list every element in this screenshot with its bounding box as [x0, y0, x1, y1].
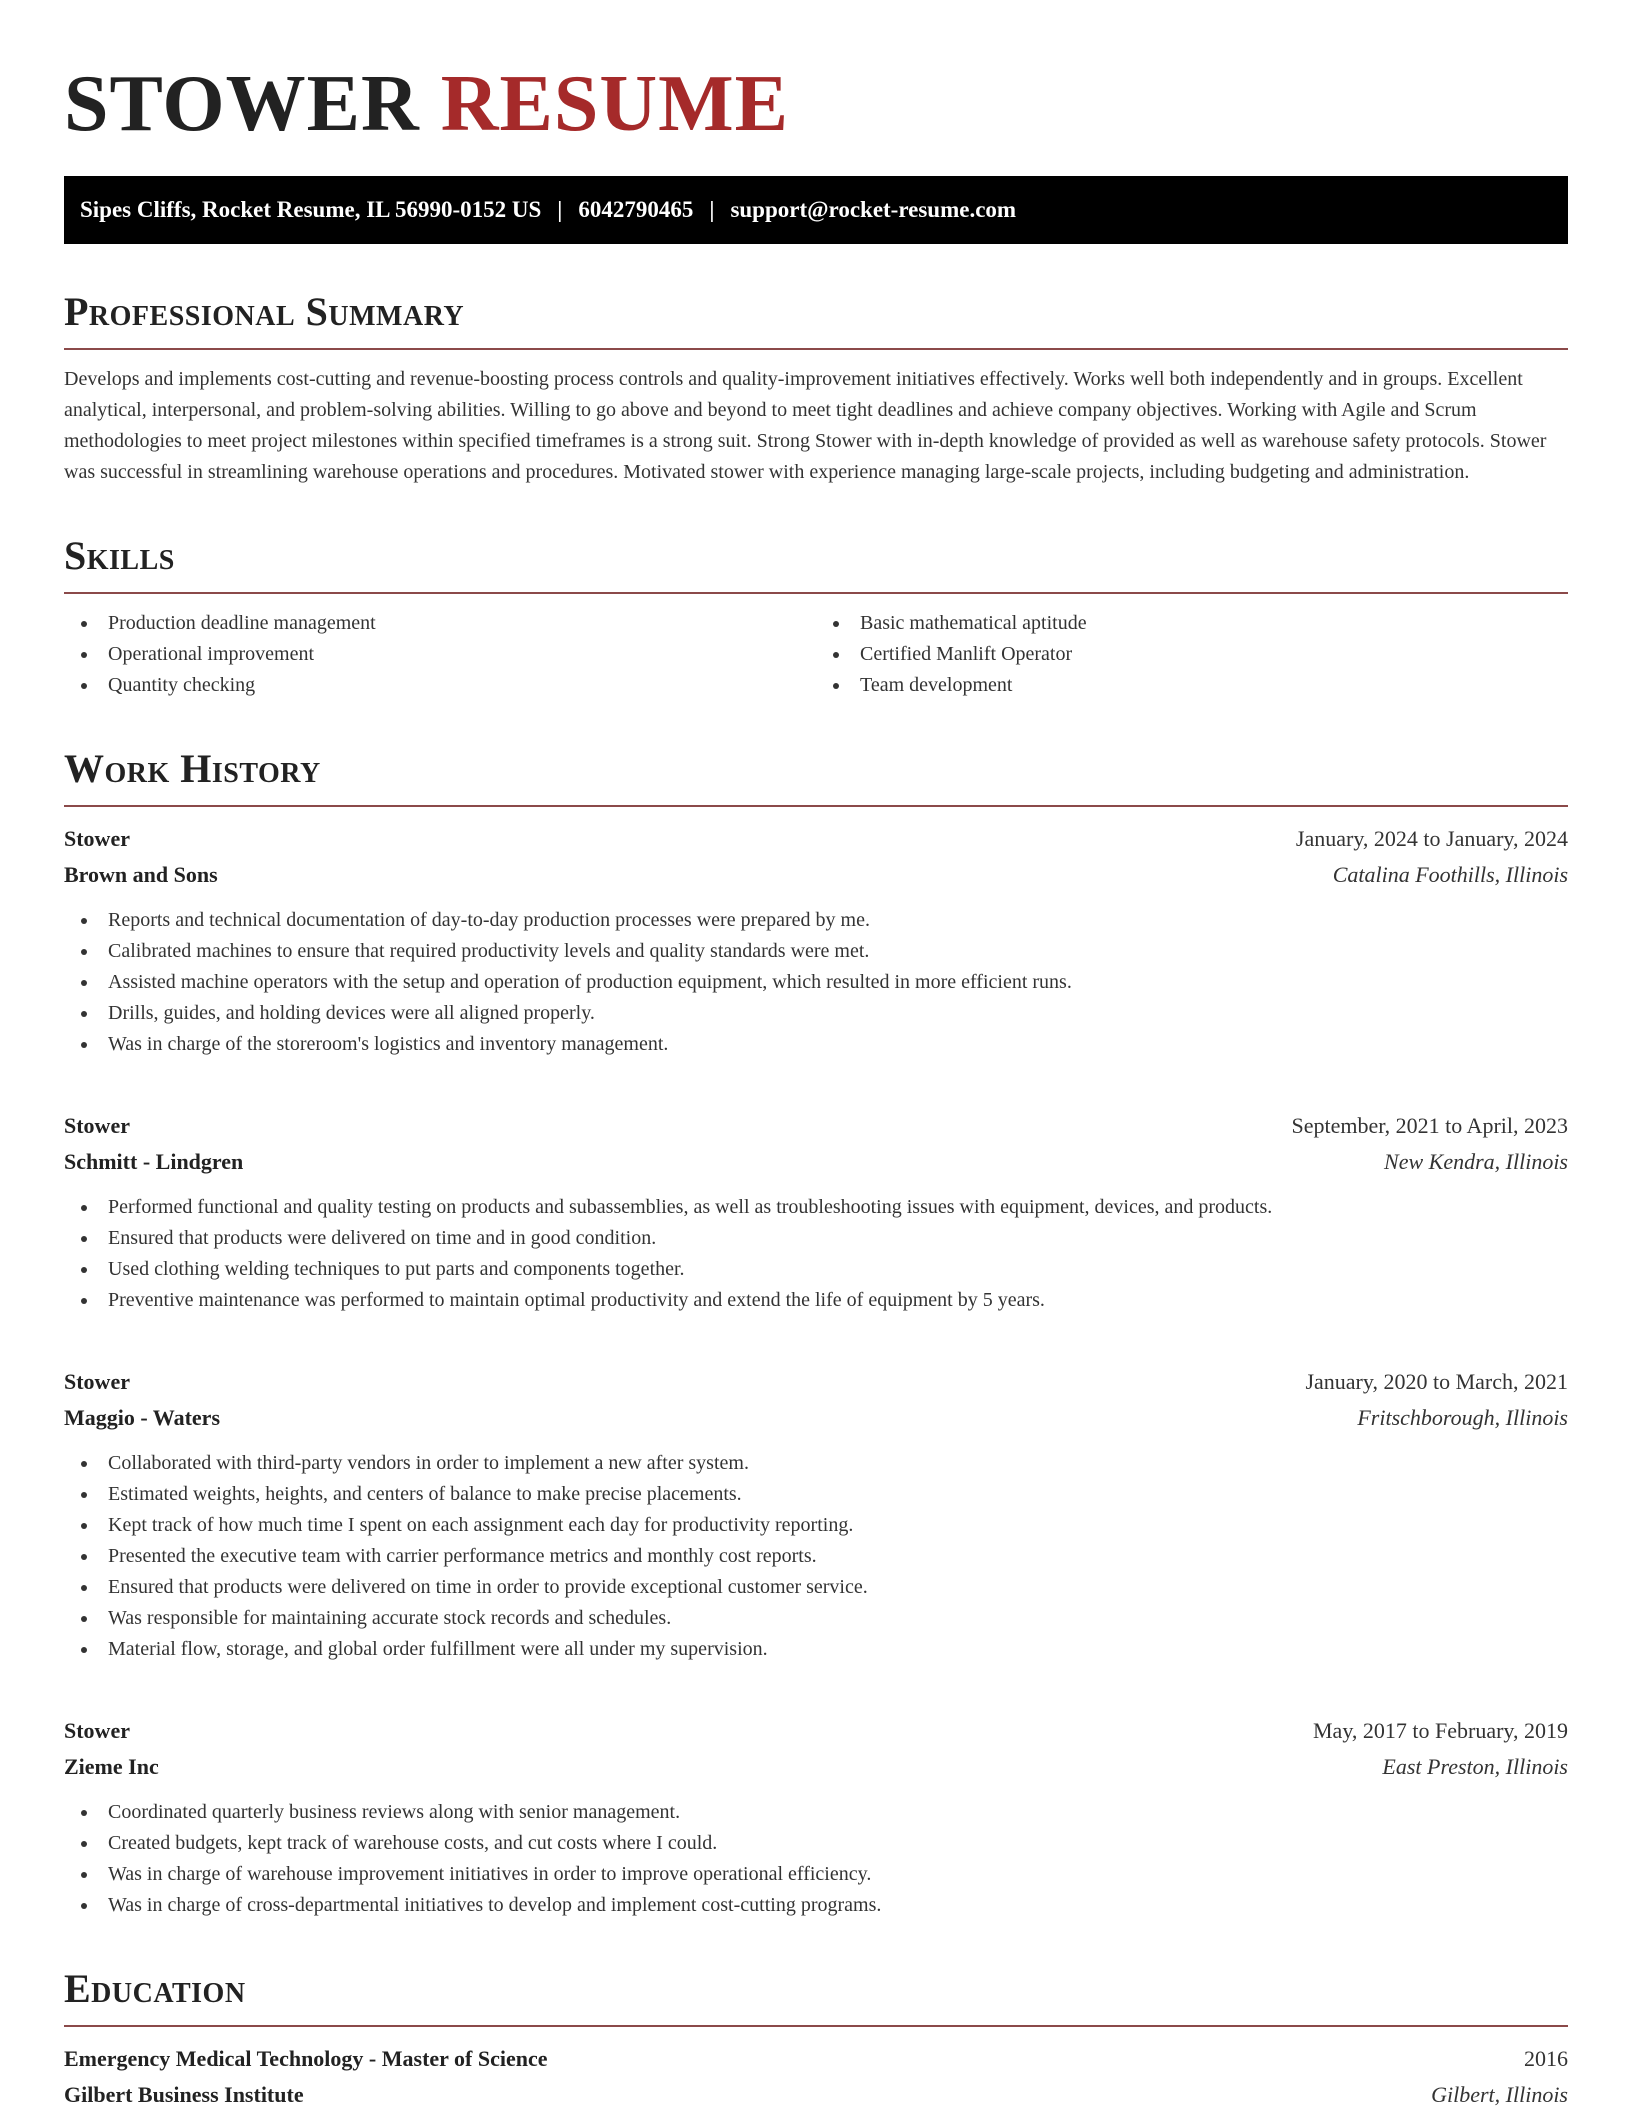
job-bullets: [64, 1192, 1568, 1316]
contact-separator: |: [709, 197, 715, 222]
skills-heading: Skills: [64, 533, 175, 578]
skill-item: Team development: [816, 670, 1568, 701]
job-dates: January, 2024 to January, 2024: [1295, 826, 1568, 851]
skill-item: Quantity checking: [64, 670, 816, 701]
job-bullet: Collaborated with third-party vendors in order to implement a new after system.: [64, 1448, 1568, 1479]
skill-item: Certified Manlift Operator: [816, 639, 1568, 670]
work-history-section: [64, 747, 1568, 1921]
job-bullet: Ensured that products were delivered on time and in good condition.: [64, 1223, 1568, 1254]
job-company: Schmitt - Lindgren: [64, 1149, 244, 1174]
contact-bar: [64, 176, 1568, 244]
job-bullet: Kept track of how much time I spent on each assignment each day for productivity reporting.: [64, 1510, 1568, 1541]
job-entry: [64, 821, 1568, 1060]
job-bullet: Was responsible for maintaining accurate stock records and schedules.: [64, 1603, 1568, 1634]
summary-heading: Professional Summary: [64, 289, 465, 334]
job-title: Stower: [64, 1369, 130, 1394]
job-bullet: Created budgets, kept track of warehouse costs, and cut costs where I could.: [64, 1828, 1568, 1859]
summary-section: [64, 290, 1568, 488]
skill-item: Operational improvement: [64, 639, 816, 670]
job-bullet: Used clothing welding techniques to put parts and components together.: [64, 1254, 1568, 1285]
work-history-heading: Work History: [64, 746, 321, 791]
education-location: Gilbert, Illinois: [1431, 2082, 1568, 2107]
skills-list-left: [64, 608, 816, 701]
job-bullet: Ensured that products were delivered on time in order to provide exceptional customer service.: [64, 1572, 1568, 1603]
job-bullet: Presented the executive team with carrier performance metrics and monthly cost reports.: [64, 1541, 1568, 1572]
job-location: New Kendra, Illinois: [1384, 1149, 1568, 1174]
skills-section: [64, 534, 1568, 701]
job-bullet: Coordinated quarterly business reviews along with senior management.: [64, 1797, 1568, 1828]
job-title: Stower: [64, 1113, 130, 1138]
job-bullet: Was in charge of cross-departmental initiatives to develop and implement cost-cutting programs.: [64, 1890, 1568, 1921]
contact-email: support@rocket-resume.com: [730, 197, 1017, 222]
skill-item: Basic mathematical aptitude: [816, 608, 1568, 639]
job-bullet: Was in charge of the storeroom's logistics and inventory management.: [64, 1029, 1568, 1060]
job-title: Stower: [64, 1718, 130, 1743]
job-dates: September, 2021 to April, 2023: [1291, 1113, 1568, 1138]
job-company: Zieme Inc: [64, 1754, 159, 1779]
job-bullet: Assisted machine operators with the setup and operation of production equipment, which resulted in more efficient runs.: [64, 967, 1568, 998]
job-company: Brown and Sons: [64, 862, 218, 887]
job-dates: May, 2017 to February, 2019: [1313, 1718, 1568, 1743]
job-bullet: Drills, guides, and holding devices were all aligned properly.: [64, 998, 1568, 1029]
contact-separator: |: [557, 197, 563, 222]
summary-text: Develops and implements cost-cutting and revenue-boosting process controls and quality-improvement initiatives effectively. Works well both independently and in groups. Excellent analytical, interpersonal, and problem-solving abilities. Willing to go above and beyond to meet tight deadlines and achieve company objectives. Working with Agile and Scrum methodologies to meet project milestones within specified timeframes is a strong suit. Strong Stower with in-depth knowledge of provided as well as warehouse safety protocols. Stower was successful in streamlining warehouse operations and procedures. Motivated stower with experience managing large-scale projects, including budgeting and administration.: [64, 368, 1547, 483]
contact-address: Sipes Cliffs, Rocket Resume, IL 56990-0152 US: [80, 197, 542, 222]
job-title: Stower: [64, 826, 130, 851]
last-name: RESUME: [440, 60, 790, 148]
section-divider: [64, 2025, 1568, 2027]
section-divider: [64, 348, 1568, 350]
job-location: Catalina Foothills, Illinois: [1332, 862, 1568, 887]
resume-name-heading: [64, 0, 1568, 150]
job-bullet: Material flow, storage, and global order fulfillment were all under my supervision.: [64, 1634, 1568, 1665]
education-heading: Education: [64, 1966, 246, 2011]
job-entry: [64, 1364, 1568, 1665]
first-name: STOWER: [64, 60, 420, 148]
job-bullet: Preventive maintenance was performed to maintain optimal productivity and extend the life of equipment by 5 years.: [64, 1285, 1568, 1316]
education-entry: [64, 2041, 1568, 2113]
job-bullet: Reports and technical documentation of day-to-day production processes were prepared by me.: [64, 905, 1568, 936]
job-location: East Preston, Illinois: [1382, 1754, 1568, 1779]
job-entry: [64, 1108, 1568, 1316]
job-dates: January, 2020 to March, 2021: [1305, 1369, 1568, 1394]
job-bullets: [64, 1797, 1568, 1921]
education-school: Gilbert Business Institute: [64, 2082, 304, 2107]
education-year: 2016: [1524, 2046, 1568, 2071]
job-bullet: Performed functional and quality testing on products and subassemblies, as well as troubleshooting issues with equipment, devices, and products.: [64, 1192, 1568, 1223]
skills-list-right: [816, 608, 1568, 701]
skill-item: Production deadline management: [64, 608, 816, 639]
job-bullet: Was in charge of warehouse improvement initiatives in order to improve operational efficiency.: [64, 1859, 1568, 1890]
contact-phone: 6042790465: [578, 197, 694, 222]
job-bullets: [64, 1448, 1568, 1665]
job-location: Fritschborough, Illinois: [1357, 1405, 1568, 1430]
section-divider: [64, 592, 1568, 594]
skills-columns: [64, 608, 1568, 701]
education-section: [64, 1967, 1568, 2113]
job-bullet: Calibrated machines to ensure that required productivity levels and quality standards were met.: [64, 936, 1568, 967]
job-entry: [64, 1713, 1568, 1921]
section-divider: [64, 805, 1568, 807]
job-company: Maggio - Waters: [64, 1405, 221, 1430]
education-degree: Emergency Medical Technology - Master of Science: [64, 2046, 548, 2071]
job-bullets: [64, 905, 1568, 1060]
job-bullet: Estimated weights, heights, and centers of balance to make precise placements.: [64, 1479, 1568, 1510]
